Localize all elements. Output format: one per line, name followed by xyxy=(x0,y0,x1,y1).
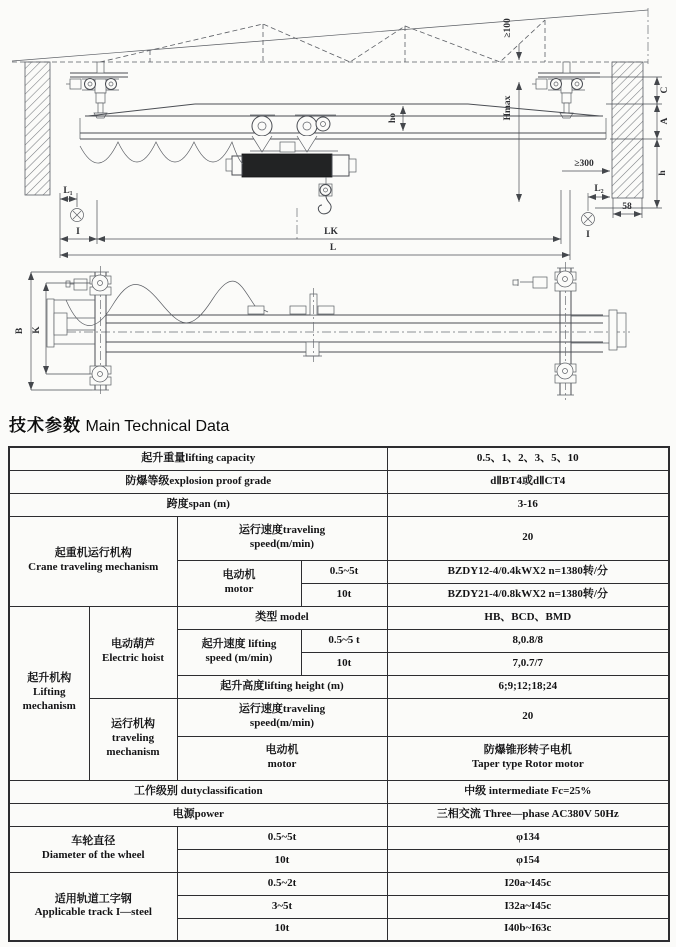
group-label-zh: 适用轨道工字钢 xyxy=(54,892,132,905)
plan-centre-fitting xyxy=(303,288,322,362)
section-title-zh: 技术参数 xyxy=(9,416,81,435)
spec-value: 0.5、1、2、3、5、10 xyxy=(387,447,669,470)
plan-bracket-left xyxy=(47,299,95,347)
spec-label-zh: 起升速度 lifting xyxy=(201,638,277,651)
left-wall xyxy=(25,62,50,195)
spec-value: I20a~I45c xyxy=(387,872,669,895)
group-label-en: traveling mechanism xyxy=(106,732,160,758)
dim-label-wall-offset: 58 xyxy=(622,202,632,212)
buffer-right xyxy=(582,193,595,226)
spec-value: I32a~I45c xyxy=(387,895,669,918)
row-hoist-traveling-speed xyxy=(9,698,669,736)
spec-label-zh: 电动机 xyxy=(222,569,256,582)
dim-label-i-right: I xyxy=(586,230,590,240)
group-label-en: Electric hoist xyxy=(101,652,164,664)
roof-truss xyxy=(12,8,648,64)
right-wall xyxy=(612,62,643,198)
row-wheel-diameter-small xyxy=(9,826,669,849)
spec-label-en: speed (m/min) xyxy=(205,652,273,664)
dim-label-hmax: Hmax xyxy=(503,95,513,121)
row-power xyxy=(9,803,669,826)
spec-value: 三相交流 Three—phase AC380V 50Hz xyxy=(387,803,669,826)
front-elevation-view xyxy=(12,8,670,260)
dim-label-a: A xyxy=(660,117,670,125)
group-label-en: Lifting mechanism xyxy=(22,686,76,712)
dim-label-l1: L₁ xyxy=(63,186,73,196)
spec-value: 20 xyxy=(387,516,669,560)
runway-rail-left xyxy=(70,62,128,77)
capacity-cell: 3~5t xyxy=(177,895,387,918)
spec-value: HB、BCD、BMD xyxy=(387,606,669,629)
spec-value: 8,0.8/8 xyxy=(387,629,669,652)
group-electric-hoist xyxy=(89,606,177,698)
row-lifting-capacity xyxy=(9,447,669,470)
group-label-en: Applicable track I—steel xyxy=(34,906,152,919)
group-label-zh: 起升机构 xyxy=(27,672,72,685)
spec-label xyxy=(177,698,387,736)
section-title-en: Main Technical Data xyxy=(85,418,230,435)
dim-label-h: h xyxy=(658,170,668,176)
spec-value-zh: 防爆锥形转子电机 xyxy=(483,744,572,757)
spec-value: 20 xyxy=(387,698,669,736)
spec-value: φ134 xyxy=(387,826,669,849)
spec-label: 工作级别 dutyclassification xyxy=(9,780,387,803)
dim-label-l2: L₂ xyxy=(594,184,604,194)
group-label-zh: 起重机运行机构 xyxy=(54,547,132,560)
hoist-trolley xyxy=(226,115,356,177)
group-label-en: Crane traveling mechanism xyxy=(28,561,159,573)
bridge-beam xyxy=(80,104,606,139)
spec-value: 7,0.7/7 xyxy=(387,652,669,675)
spec-label-motor xyxy=(177,560,301,606)
capacity-cell: 10t xyxy=(177,918,387,941)
group-applicable-track xyxy=(9,872,177,941)
group-label-zh: 运行机构 xyxy=(111,718,155,731)
runway-rail-right xyxy=(538,62,600,77)
spec-label-en: speed(m/min) xyxy=(249,717,315,729)
end-carriage-left xyxy=(66,79,119,119)
spec-value: 6;9;12;18;24 xyxy=(387,675,669,698)
dim-label-lk: LK xyxy=(324,227,338,237)
spec-label-en: speed(m/min) xyxy=(249,538,315,550)
plan-end-carriage-left xyxy=(66,266,111,396)
capacity-cell: 0.5~5t xyxy=(177,826,387,849)
capacity-cell: 0.5~2t xyxy=(177,872,387,895)
capacity-cell: 10t xyxy=(177,849,387,872)
spec-label: 起升重量lifting capacity xyxy=(9,447,387,470)
spec-value: BZDY12-4/0.4kWX2 n=1380转/分 xyxy=(387,560,669,583)
capacity-cell: 0.5~5 t xyxy=(301,629,387,652)
dim-label-b: B xyxy=(15,327,25,335)
spec-label xyxy=(177,736,387,780)
spec-label-en: motor xyxy=(267,758,297,770)
row-duty-classification xyxy=(9,780,669,803)
spec-label-zh: 运行速度traveling xyxy=(238,703,326,716)
group-label-zh: 电动葫芦 xyxy=(111,638,155,651)
festoon-cable xyxy=(80,142,243,164)
spec-label-zh: 运行速度traveling xyxy=(238,524,326,537)
spec-value: 3-16 xyxy=(387,493,669,516)
spec-label: 起升高度lifting height (m) xyxy=(177,675,387,698)
capacity-cell: 10t xyxy=(301,583,387,606)
dim-label-i-left: I xyxy=(76,227,80,237)
group-traveling-mechanism xyxy=(89,698,177,780)
row-explosion-proof xyxy=(9,470,669,493)
spec-label: 电源power xyxy=(9,803,387,826)
group-crane-traveling-mechanism xyxy=(9,516,177,606)
spec-value: I40b~I63c xyxy=(387,918,669,941)
dim-label-k: K xyxy=(32,326,42,334)
spec-value xyxy=(387,736,669,780)
hoist-drum xyxy=(242,154,332,177)
dim-label-clearance-top: ≥100 xyxy=(503,18,513,38)
row-track-small xyxy=(9,872,669,895)
spec-label: 类型 model xyxy=(177,606,387,629)
spec-label-en: motor xyxy=(224,583,254,595)
spec-value-en: Taper type Rotor motor xyxy=(471,758,584,770)
spec-label xyxy=(177,516,387,560)
spec-value: 中级 intermediate Fc=25% xyxy=(387,780,669,803)
group-label-en: Diameter of the wheel xyxy=(41,849,145,861)
group-wheel-diameter xyxy=(9,826,177,872)
spec-value: φ154 xyxy=(387,849,669,872)
spec-label-lifting-speed xyxy=(177,629,301,675)
plan-bracket-right xyxy=(571,310,626,350)
dim-label-ho: ho xyxy=(388,112,398,124)
spec-label: 防爆等级explosion proof grade xyxy=(9,470,387,493)
spec-value: dⅡBT4或dⅡCT4 xyxy=(387,470,669,493)
plan-view xyxy=(15,262,630,400)
plan-cable-clamps xyxy=(248,306,334,314)
spec-label: 跨度span (m) xyxy=(9,493,387,516)
dim-label-c: C xyxy=(660,86,670,94)
group-label-zh: 车轮直径 xyxy=(71,835,116,848)
group-lifting-mechanism xyxy=(9,606,89,780)
capacity-cell: 10t xyxy=(301,652,387,675)
plan-end-carriage-right xyxy=(513,262,576,400)
crane-technical-drawing xyxy=(0,0,676,402)
row-hoist-model xyxy=(9,606,669,629)
buffer-left xyxy=(71,209,84,222)
spec-label-zh: 电动机 xyxy=(265,744,299,757)
capacity-cell: 0.5~5t xyxy=(301,560,387,583)
dim-label-clearance-side: ≥300 xyxy=(574,159,594,169)
row-span xyxy=(9,493,669,516)
section-title xyxy=(9,411,676,436)
row-crane-traveling-speed xyxy=(9,516,669,560)
dim-label-l: L xyxy=(329,243,337,253)
plan-girder xyxy=(50,315,630,352)
technical-data-table xyxy=(8,446,670,942)
spec-value: BZDY21-4/0.8kWX2 n=1380转/分 xyxy=(387,583,669,606)
